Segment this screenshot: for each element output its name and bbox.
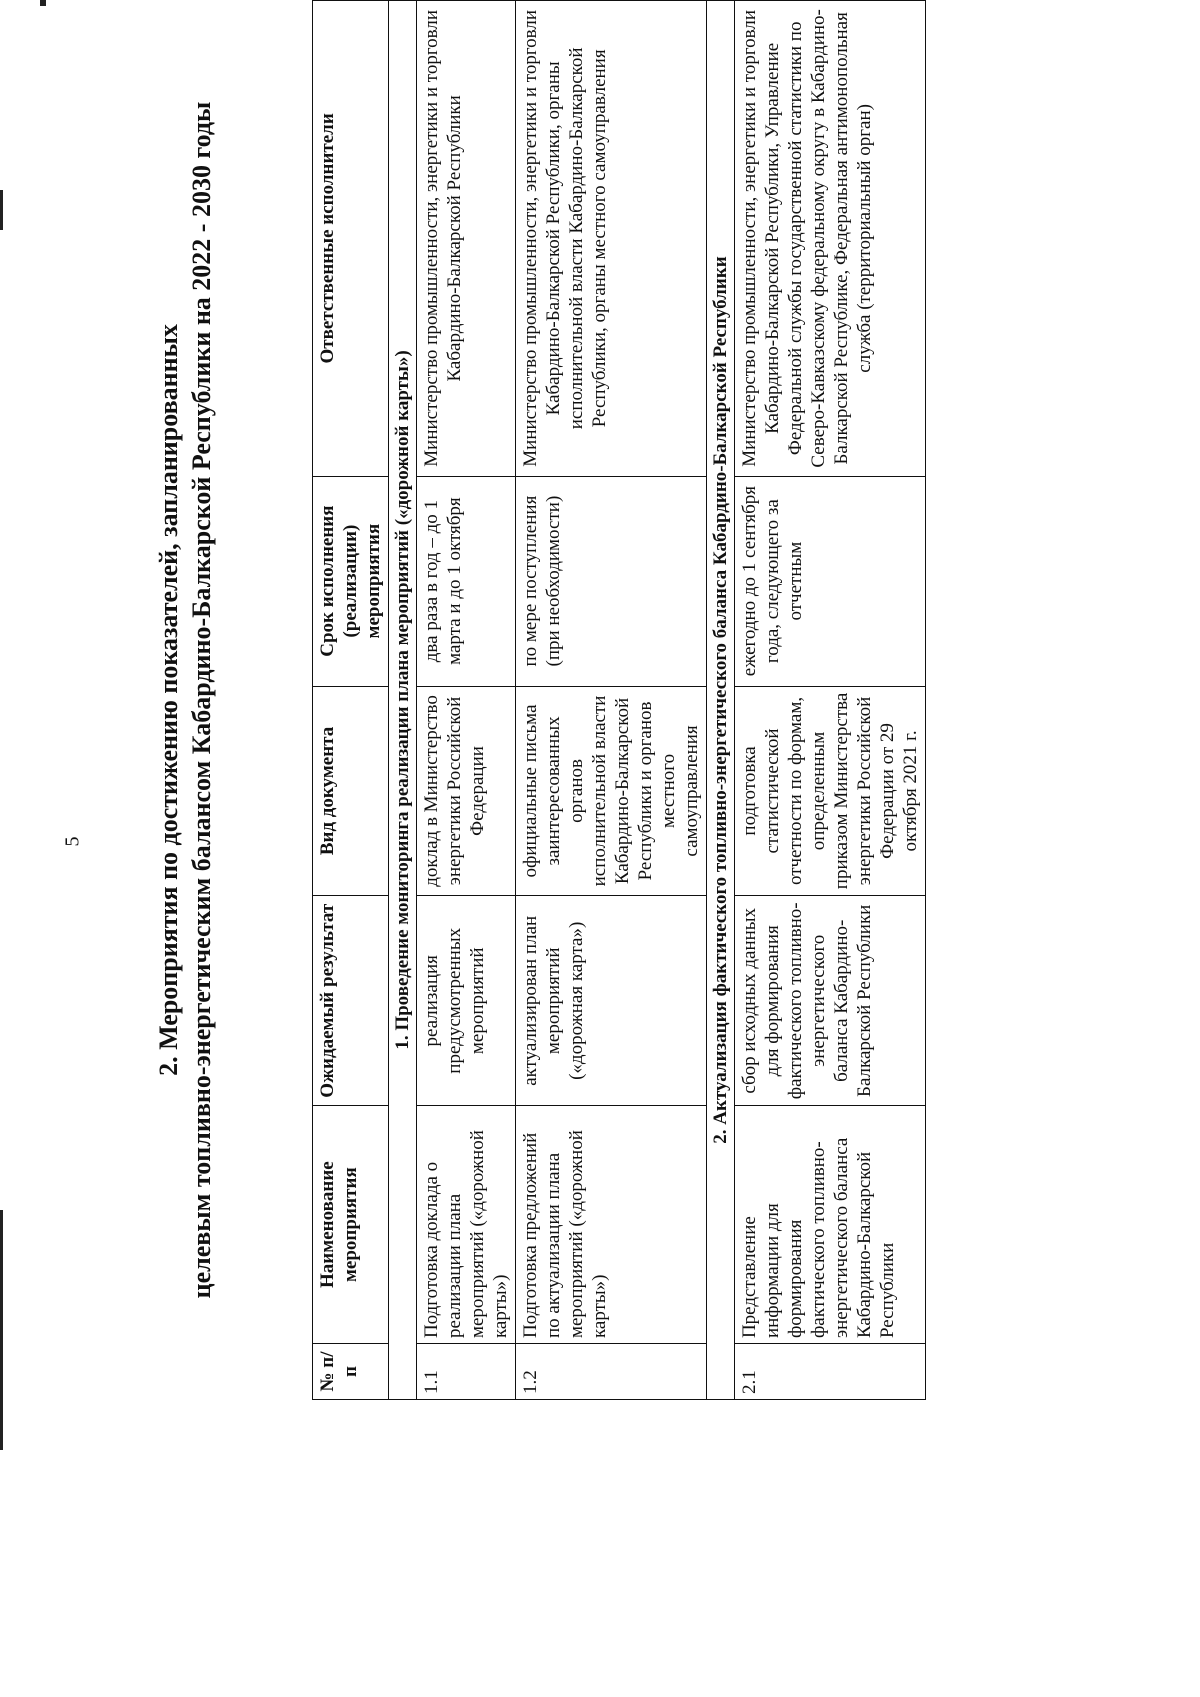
title-line-2: целевым топливно-энергетическим балансом Кабардино-Балкарской Республики на 2022 - 2030 годы <box>187 101 216 1299</box>
row-number: 1.2 <box>516 1344 707 1400</box>
deadline: два раза в год – до 1 марта и до 1 октября <box>417 476 516 686</box>
responsible-executors: Министерство промышленности, энергетики и торговли Кабардино-Балкарской Республики, органы исполнительной власти Кабардино-Балкарской Республики, органы местного самоуправления <box>516 1 707 477</box>
expected-result: сбор исходных данных для формирования фактического топливно-энергетического баланса Кабардино-Балкарской Республики <box>735 896 926 1106</box>
document-type: доклад в Министерство энергетики Российской Федерации <box>417 686 516 896</box>
responsible-executors: Министерство промышленности, энергетики и торговли Кабардино-Балкарской Республики <box>417 1 516 477</box>
section-1-title: 1. Проведение мониторинга реализации плана мероприятий («дорожной карты») <box>389 1 417 1400</box>
measures-table <box>312 0 926 1400</box>
scan-mark <box>0 190 3 230</box>
row-number: 2.1 <box>735 1344 926 1400</box>
document-type: официальные письма заинтересованных органов исполнительной власти Кабардино-Балкарской Республики и органов местного самоуправления <box>516 686 707 896</box>
document-type: подготовка статистической отчетности по формам, определенным приказом Министерства энергетики Российской Федерации от 29 октября 2021 г. <box>735 686 926 896</box>
header-name: Наименование мероприятия <box>313 1106 389 1344</box>
deadline: по мере поступления (при необходимости) <box>516 476 707 686</box>
scan-mark <box>0 1210 3 1450</box>
header-exec: Ответственные исполнители <box>313 1 389 477</box>
measure-name: Представление информации для формирования фактического топливно-энергетического баланса Кабардино-Балкарской Республики <box>735 1106 926 1344</box>
header-doc: Вид документа <box>313 686 389 896</box>
section-2-title: 2. Актуализация фактического топливно-энергетического баланса Кабардино-Балкарской Республики <box>707 1 735 1400</box>
expected-result: реализация предусмотренных мероприятий <box>417 896 516 1106</box>
header-num: № п/п <box>313 1344 389 1400</box>
expected-result: актуализирован план мероприятий («дорожная карта») <box>516 896 707 1106</box>
page-number: 5 <box>61 836 84 847</box>
header-row <box>313 1 389 1400</box>
rotated-page-content <box>152 0 1152 1400</box>
table-row <box>417 1 516 1400</box>
measure-name: Подготовка доклада о реализации плана мероприятий («дорожной карты») <box>417 1106 516 1344</box>
document-title <box>152 0 218 1400</box>
header-term: Срок исполнения (реализации) мероприятия <box>313 476 389 686</box>
table-row <box>516 1 707 1400</box>
section-row-1 <box>389 1 417 1400</box>
deadline: ежегодно до 1 сентября года, следующего за отчетным <box>735 476 926 686</box>
section-row-2 <box>707 1 735 1400</box>
table-row <box>735 1 926 1400</box>
row-number: 1.1 <box>417 1344 516 1400</box>
header-result: Ожидаемый результат <box>313 896 389 1106</box>
measure-name: Подготовка предложений по актуализации плана мероприятий («дорожной карты») <box>516 1106 707 1344</box>
scan-mark <box>40 0 46 6</box>
title-line-1: 2. Мероприятия по достижению показателей, запланированных <box>154 324 183 1076</box>
responsible-executors: Министерство промышленности, энергетики и торговли Кабардино-Балкарской Республики, Управление Федеральной службы государственной статистики по Северо-Кавказскому федеральному округу в Кабардино-Балкарской Республике, Федеральная антимонопольная служба (территориальный орган) <box>735 1 926 477</box>
